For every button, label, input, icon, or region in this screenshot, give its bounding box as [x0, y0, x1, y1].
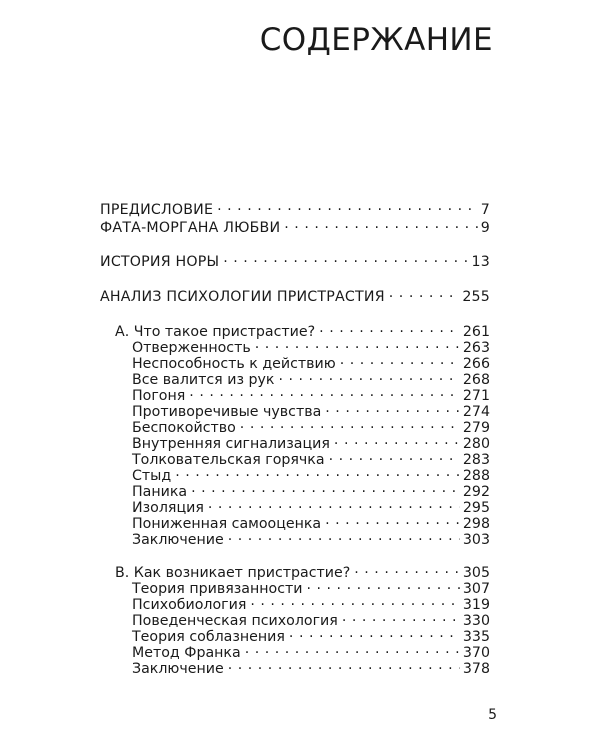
dot-leader — [191, 480, 460, 496]
toc-entry — [100, 250, 490, 270]
toc-page — [52, 0, 600, 750]
toc-entry-page: 292 — [462, 484, 490, 500]
dot-leader — [189, 384, 460, 400]
toc-entry-page: 263 — [462, 340, 490, 356]
dot-leader — [240, 416, 460, 432]
toc-entry-page: 280 — [462, 436, 490, 452]
toc-entry-label: Толковательская горячка — [132, 452, 325, 468]
dot-leader — [289, 625, 460, 641]
toc-entry-label: ПРЕДИСЛОВИЕ — [100, 202, 214, 218]
dot-leader — [217, 198, 478, 214]
dot-leader — [228, 528, 460, 544]
toc-entry-page: 9 — [480, 220, 490, 236]
dot-leader — [228, 657, 460, 673]
dot-leader — [245, 641, 460, 657]
dot-leader — [175, 464, 460, 480]
page-gutter — [0, 0, 52, 750]
toc-entry-page: 255 — [462, 289, 490, 305]
toc-entry-label: Неспособность к действию — [132, 356, 336, 372]
toc-subentry — [132, 528, 490, 548]
toc-entry-page: 307 — [462, 581, 490, 597]
toc-entry-label: Метод Франка — [132, 645, 241, 661]
toc-entry-page: 271 — [462, 388, 490, 404]
toc-entry-page: 268 — [462, 372, 490, 388]
toc-entry-label: Паника — [132, 484, 188, 500]
page-number: 5 — [488, 707, 497, 723]
toc-entry-label: Стыд — [132, 468, 172, 484]
toc-entry-label: Заключение — [132, 661, 224, 677]
toc-entry-label: Пониженная самооценка — [132, 516, 322, 532]
dot-leader — [208, 496, 460, 512]
table-of-contents — [52, 0, 600, 750]
toc-entry-page: 370 — [462, 645, 490, 661]
toc-entry-label: Отверженность — [132, 340, 251, 356]
toc-entry-label: А. Что такое пристрастие? — [115, 324, 316, 340]
toc-entry-page: 378 — [462, 661, 490, 677]
dot-leader — [342, 609, 460, 625]
toc-entry-label: Теория соблазнения — [132, 629, 285, 645]
toc-entry-label: Психобиология — [132, 597, 247, 613]
dot-leader — [389, 285, 460, 301]
toc-entry-page: 305 — [462, 565, 490, 581]
dot-leader — [250, 593, 460, 609]
dot-leader — [340, 352, 460, 368]
dot-leader — [334, 432, 460, 448]
dot-leader — [329, 448, 460, 464]
dot-leader — [325, 400, 460, 416]
toc-entry-page: 279 — [462, 420, 490, 436]
dot-leader — [354, 561, 460, 577]
toc-entry-label: ИСТОРИЯ НОРЫ — [100, 254, 220, 270]
toc-entry-page: 335 — [462, 629, 490, 645]
toc-entry-label: ФАТА-МОРГАНА ЛЮБВИ — [100, 220, 281, 236]
toc-entry-label: Погоня — [132, 388, 186, 404]
dot-leader — [307, 577, 460, 593]
toc-entry-label: Беспокойство — [132, 420, 236, 436]
dot-leader — [319, 320, 460, 336]
toc-entry-page: 261 — [462, 324, 490, 340]
dot-leader — [325, 512, 460, 528]
toc-entry-label: Теория привязанности — [132, 581, 303, 597]
toc-entry-page: 7 — [480, 202, 490, 218]
dot-leader — [278, 368, 459, 384]
toc-entry-page: 274 — [462, 404, 490, 420]
dot-leader — [255, 336, 460, 352]
page-title: СОДЕРЖАНИЕ — [259, 22, 493, 58]
toc-entry-page: 266 — [462, 356, 490, 372]
toc-entry — [100, 216, 490, 236]
toc-subentry — [132, 657, 490, 677]
dot-leader — [284, 216, 477, 232]
toc-entry-label: АНАЛИЗ ПСИХОЛОГИИ ПРИСТРАСТИЯ — [100, 289, 385, 305]
toc-entry-label: Изоляция — [132, 500, 204, 516]
toc-entry-label: Заключение — [132, 532, 224, 548]
toc-entry-page: 303 — [462, 532, 490, 548]
toc-entry-page: 13 — [471, 254, 490, 270]
toc-entry-label: В. Как возникает пристрастие? — [115, 565, 351, 581]
toc-entry-page: 295 — [462, 500, 490, 516]
toc-entry-page: 319 — [462, 597, 490, 613]
toc-entry-page: 283 — [462, 452, 490, 468]
toc-entry-label: Все валится из рук — [132, 372, 275, 388]
toc-entry — [100, 285, 490, 305]
toc-entry-label: Поведенческая психология — [132, 613, 338, 629]
toc-entry-page: 330 — [462, 613, 490, 629]
dot-leader — [223, 250, 468, 266]
toc-entry-page: 288 — [462, 468, 490, 484]
toc-entry-label: Внутренняя сигнализация — [132, 436, 330, 452]
toc-entry — [100, 198, 490, 218]
toc-entry-page: 298 — [462, 516, 490, 532]
toc-entry-label: Противоречивые чувства — [132, 404, 322, 420]
